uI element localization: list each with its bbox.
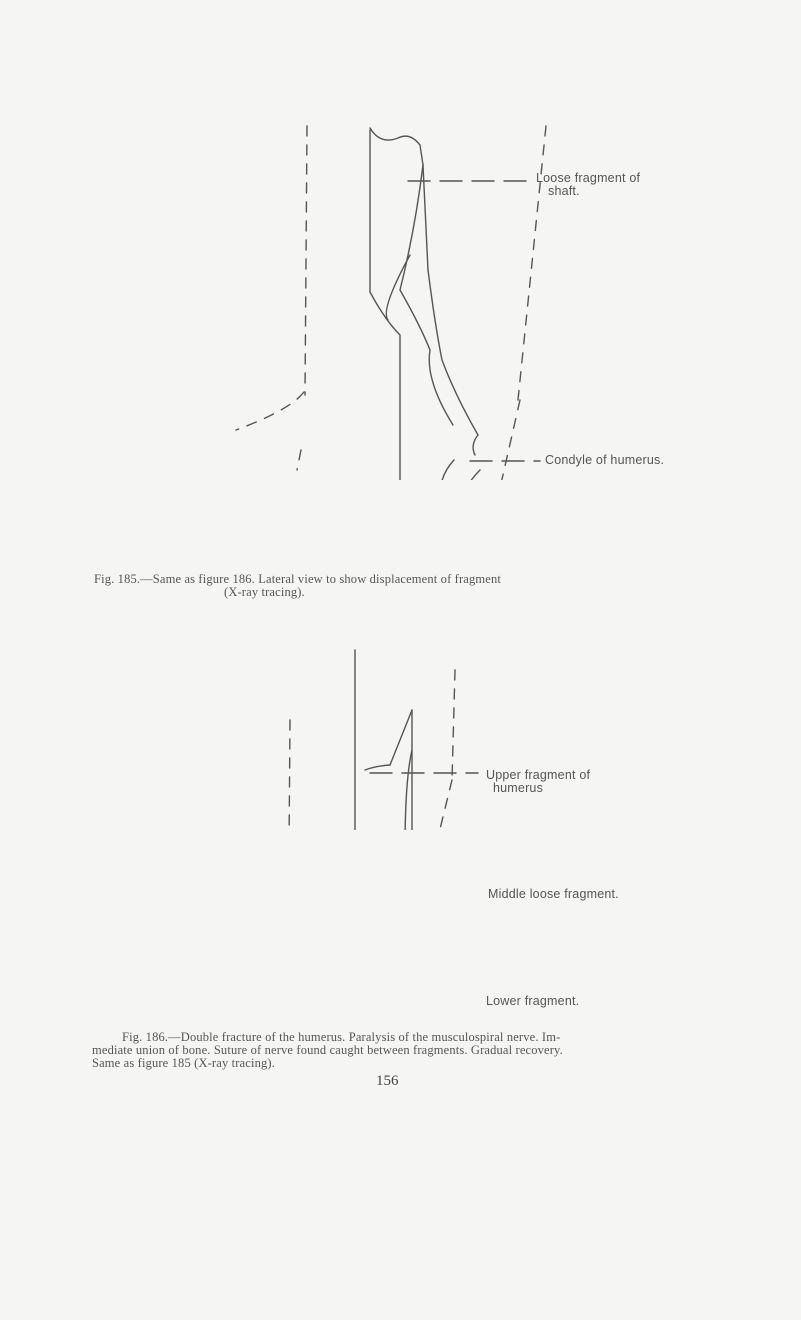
fig186-label-middle-fragment: Middle loose fragment. <box>488 887 619 901</box>
figure-185-tracing <box>0 110 801 480</box>
fig186-label-lower-fragment: Lower fragment. <box>486 994 580 1008</box>
page-number: 156 <box>376 1073 399 1089</box>
fig185-label-loose-fragment: Loose fragment of shaft. <box>536 171 641 198</box>
figure-185-caption: Fig. 185.—Same as figure 186. Lateral view to show displacement of fragment (X-ray tracing). <box>94 572 501 599</box>
fig186-label-upper-fragment: Upper fragment of humerus <box>486 768 591 795</box>
figure-186-caption: Fig. 186.—Double fracture of the humerus. Paralysis of the musculospiral nerve. Im- mediate union of bone. Suture of nerve found caught between fragments. Gradual recovery. Same as figure 185 (X-ray tracing). <box>92 1030 563 1070</box>
fig186-right-dashed-outline <box>430 670 455 830</box>
fig185-label-condyle: Condyle of humerus. <box>545 453 665 467</box>
fig186-left-dashed-outline <box>288 720 290 830</box>
fig185-left-dashed-outline <box>236 126 307 470</box>
figure-186-tracing <box>0 470 801 830</box>
fig186-shaft-outline <box>355 650 420 830</box>
